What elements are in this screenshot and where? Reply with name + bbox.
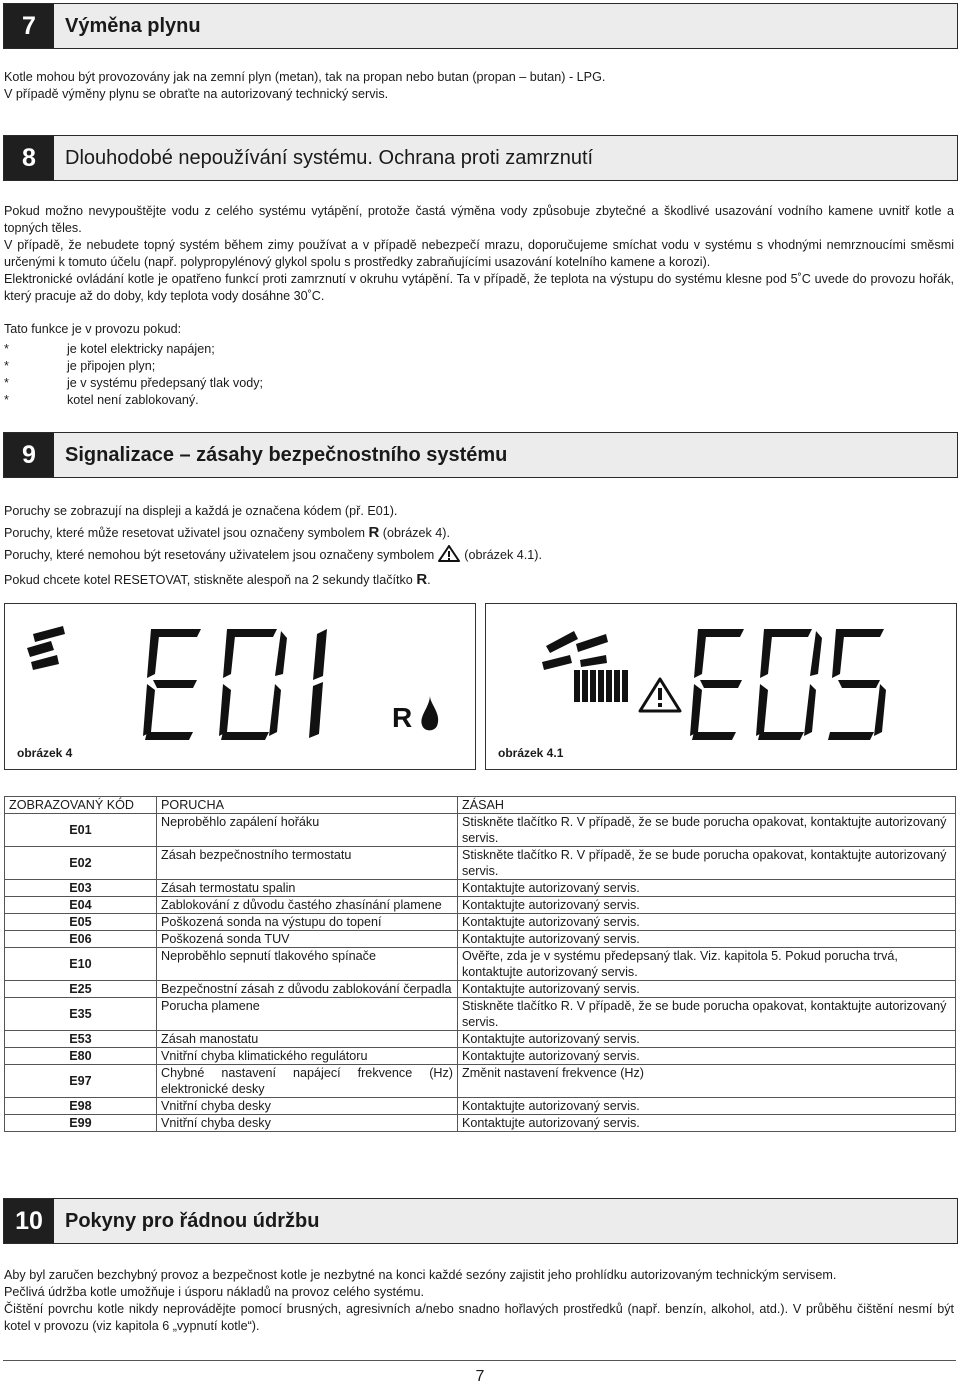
section-9-line <box>4 569 954 591</box>
table-row <box>5 914 956 931</box>
section-10-number: 10 <box>4 1199 54 1243</box>
error-code: E25 <box>5 981 157 998</box>
fault-description: Poškozená sonda na výstupu do topení <box>157 914 458 931</box>
list-item-text: je v systému předepsaný tlak vody; <box>67 376 263 390</box>
table-row <box>5 948 956 981</box>
section-10-body <box>4 1267 954 1335</box>
bullet-list <box>4 341 954 409</box>
fault-description: Zablokování z důvodu častého zhasínání plamene <box>157 897 458 914</box>
list-item <box>4 375 954 392</box>
reset-symbol: R <box>368 524 380 541</box>
section-10-header <box>3 1198 958 1244</box>
table-row <box>5 1031 956 1048</box>
error-code: E99 <box>5 1115 157 1132</box>
action-description: Stiskněte tlačítko R. V případě, že se bude porucha opakovat, kontaktujte autorizovaný servis. <box>458 847 956 880</box>
fault-description: Neproběhlo zapálení hořáku <box>157 814 458 847</box>
action-description: Kontaktujte autorizovaný servis. <box>458 897 956 914</box>
section-10-title: Pokyny pro řádnou údržbu <box>65 1209 320 1232</box>
list-item-text: kotel není zablokovaný. <box>67 393 199 407</box>
fault-description: Poškozená sonda TUV <box>157 931 458 948</box>
section-9-title: Signalizace – zásahy bezpečnostního systému <box>65 443 508 466</box>
section-7-header <box>3 3 958 49</box>
warning-triangle-icon <box>640 679 680 711</box>
action-description: Kontaktujte autorizovaný servis. <box>458 1115 956 1132</box>
segment-digits <box>143 629 327 740</box>
action-description: Kontaktujte autorizovaný servis. <box>458 931 956 948</box>
fault-description: Zásah manostatu <box>157 1031 458 1048</box>
section-10-paragraph: Pečlivá údržba kotle umožňuje i úsporu nákladů na provoz celého systému. <box>4 1285 425 1299</box>
line-text: Poruchy, které nemohou být resetovány uživatelem jsou označeny symbolem <box>4 548 435 562</box>
list-item <box>4 341 954 358</box>
table-row <box>5 847 956 880</box>
figure-caption: obrázek 4.1 <box>498 746 564 760</box>
section-8-body <box>4 203 954 409</box>
segment-digits <box>690 629 886 740</box>
error-code: E80 <box>5 1048 157 1065</box>
water-drop-icon <box>421 696 438 730</box>
reset-symbol: R <box>416 571 428 588</box>
fault-description: Bezpečnostní zásah z důvodu zablokování čerpadla <box>157 981 458 998</box>
display-figure-e01 <box>4 603 476 770</box>
bullet-marker: * <box>4 359 9 373</box>
fault-description: Vnitřní chyba klimatického regulátoru <box>157 1048 458 1065</box>
error-code: E04 <box>5 897 157 914</box>
table-header-row <box>5 797 956 814</box>
table-row <box>5 981 956 998</box>
figure-caption: obrázek 4 <box>17 746 73 760</box>
line-text: Pokud chcete kotel RESETOVAT, stiskněte alespoň na 2 sekundy tlačítko <box>4 573 413 587</box>
footer-divider <box>3 1360 956 1361</box>
error-code: E97 <box>5 1065 157 1098</box>
section-10-paragraph: Aby byl zaručen bezchybný provoz a bezpečnost kotle je nezbytné na konci každé sezóny zajistit jeho prohlídku autorizovaným technickým servisem. <box>4 1268 837 1282</box>
error-code: E53 <box>5 1031 157 1048</box>
action-description: Ověřte, zda je v systému předepsaný tlak. Viz. kapitola 5. Pokud porucha trvá, kontaktujte autorizovaný servis. <box>458 948 956 981</box>
error-code: E98 <box>5 1098 157 1115</box>
column-header-code: ZOBRAZOVANÝ KÓD <box>5 797 157 814</box>
fault-description: Neproběhlo sepnutí tlakového spínače <box>157 948 458 981</box>
section-7-title: Výměna plynu <box>65 14 201 37</box>
error-code: E35 <box>5 998 157 1031</box>
action-description: Stiskněte tlačítko R. V případě, že se bude porucha opakovat, kontaktujte autorizovaný servis. <box>458 998 956 1031</box>
table-row <box>5 1115 956 1132</box>
section-8-title: Dlouhodobé nepoužívání systému. Ochrana proti zamrznutí <box>65 146 594 169</box>
section-7-body <box>4 69 954 103</box>
table-row <box>5 880 956 897</box>
section-9-line: Poruchy se zobrazují na displeji a každá je označena kódem (př. E01). <box>4 504 398 518</box>
table-row <box>5 897 956 914</box>
table-row <box>5 1098 956 1115</box>
error-code: E01 <box>5 814 157 847</box>
section-8-paragraph: V případě, že nebudete topný systém během zimy používat a v případě nebezpečí mrazu, doporučujeme smíchat vodu v systému s vhodnými nemrznoucími směsmi určenými k tomuto účelu (např. polypropylénový glykol spolu s prostředky zabraňujícími usazování kotelního kamene a korozi). <box>4 238 954 269</box>
fault-description: Chybné nastavení napájecí frekvence (Hz) elektronické desky <box>157 1065 458 1098</box>
error-code: E10 <box>5 948 157 981</box>
section-8-list-intro: Tato funkce je v provozu pokud: <box>4 322 182 336</box>
error-code: E03 <box>5 880 157 897</box>
line-text: . <box>427 573 431 587</box>
bullet-marker: * <box>4 342 9 356</box>
section-9-header <box>3 432 958 478</box>
line-text: (obrázek 4). <box>382 526 450 540</box>
display-figure-e05 <box>485 603 957 770</box>
lcd-display-e01 <box>5 604 475 769</box>
action-description: Kontaktujte autorizovaný servis. <box>458 1098 956 1115</box>
section-9-number: 9 <box>4 433 54 477</box>
lcd-reset-symbol: R <box>392 702 413 733</box>
column-header-fault: PORUCHA <box>157 797 458 814</box>
error-code: E05 <box>5 914 157 931</box>
bullet-marker: * <box>4 393 9 407</box>
list-item <box>4 358 954 375</box>
table-row <box>5 1048 956 1065</box>
line-text: Poruchy, které může resetovat uživatel jsou označeny symbolem <box>4 526 365 540</box>
section-8-paragraph: Pokud možno nevypouštějte vodu z celého systému vytápění, protože častá výměna vody způsobuje zbytečné a škodlivé usazování vodního kamene uvnitř kotle a topných těles. <box>4 204 954 235</box>
line-text: (obrázek 4.1). <box>464 548 542 562</box>
action-description: Kontaktujte autorizovaný servis. <box>458 1048 956 1065</box>
error-code: E06 <box>5 931 157 948</box>
section-8-paragraph: Elektronické ovládání kotle je opatřeno funkcí proti zamrznutí v okruhu vytápění. Ta v případě, že teplota na výstupu do systému klesne pod 5˚C uvede do provozu hořák, který pracuje až do doby, kdy teplota vody dosáhne 30˚C. <box>4 272 954 303</box>
list-item-text: je připojen plyn; <box>67 359 156 373</box>
fault-description: Vnitřní chyba desky <box>157 1115 458 1132</box>
fault-description: Porucha plamene <box>157 998 458 1031</box>
error-code: E02 <box>5 847 157 880</box>
section-9-body <box>4 500 954 591</box>
fault-description: Zásah bezpečnostního termostatu <box>157 847 458 880</box>
table-row <box>5 814 956 847</box>
list-item-text: je kotel elektricky napájen; <box>67 342 215 356</box>
section-7-number: 7 <box>4 4 54 48</box>
section-10-paragraph: Čištění povrchu kotle nikdy neprovádějte pomocí brusných, agresivních a/nebo snadno hořlavých prostředků (např. benzín, alkohol, atd.). V průběhu čištění nesmí být kotel v provozu (viz kapitola 6 „vypnutí kotle“). <box>4 1302 954 1333</box>
action-description: Kontaktujte autorizovaný servis. <box>458 981 956 998</box>
action-description: Stiskněte tlačítko R. V případě, že se bude porucha opakovat, kontaktujte autorizovaný servis. <box>458 814 956 847</box>
section-7-paragraph: V případě výměny plynu se obraťte na autorizovaný technický servis. <box>4 87 389 101</box>
action-description: Změnit nastavení frekvence (Hz) <box>458 1065 956 1098</box>
table-row <box>5 998 956 1031</box>
action-description: Kontaktujte autorizovaný servis. <box>458 880 956 897</box>
fault-description: Zásah termostatu spalin <box>157 880 458 897</box>
table-row <box>5 931 956 948</box>
list-item <box>4 392 954 409</box>
table-row <box>5 1065 956 1098</box>
action-description: Kontaktujte autorizovaný servis. <box>458 1031 956 1048</box>
bullet-marker: * <box>4 376 9 390</box>
error-code-table <box>4 796 956 1132</box>
section-9-line <box>4 544 954 569</box>
section-8-number: 8 <box>4 136 54 180</box>
page-number: 7 <box>475 1368 485 1385</box>
fault-description: Vnitřní chyba desky <box>157 1098 458 1115</box>
section-7-paragraph: Kotle mohou být provozovány jak na zemní plyn (metan), tak na propan nebo butan (propan – butan) - LPG. <box>4 70 606 84</box>
section-8-header <box>3 135 958 181</box>
action-description: Kontaktujte autorizovaný servis. <box>458 914 956 931</box>
section-9-line <box>4 522 954 544</box>
column-header-action: ZÁSAH <box>458 797 956 814</box>
warning-triangle-icon <box>438 545 460 569</box>
